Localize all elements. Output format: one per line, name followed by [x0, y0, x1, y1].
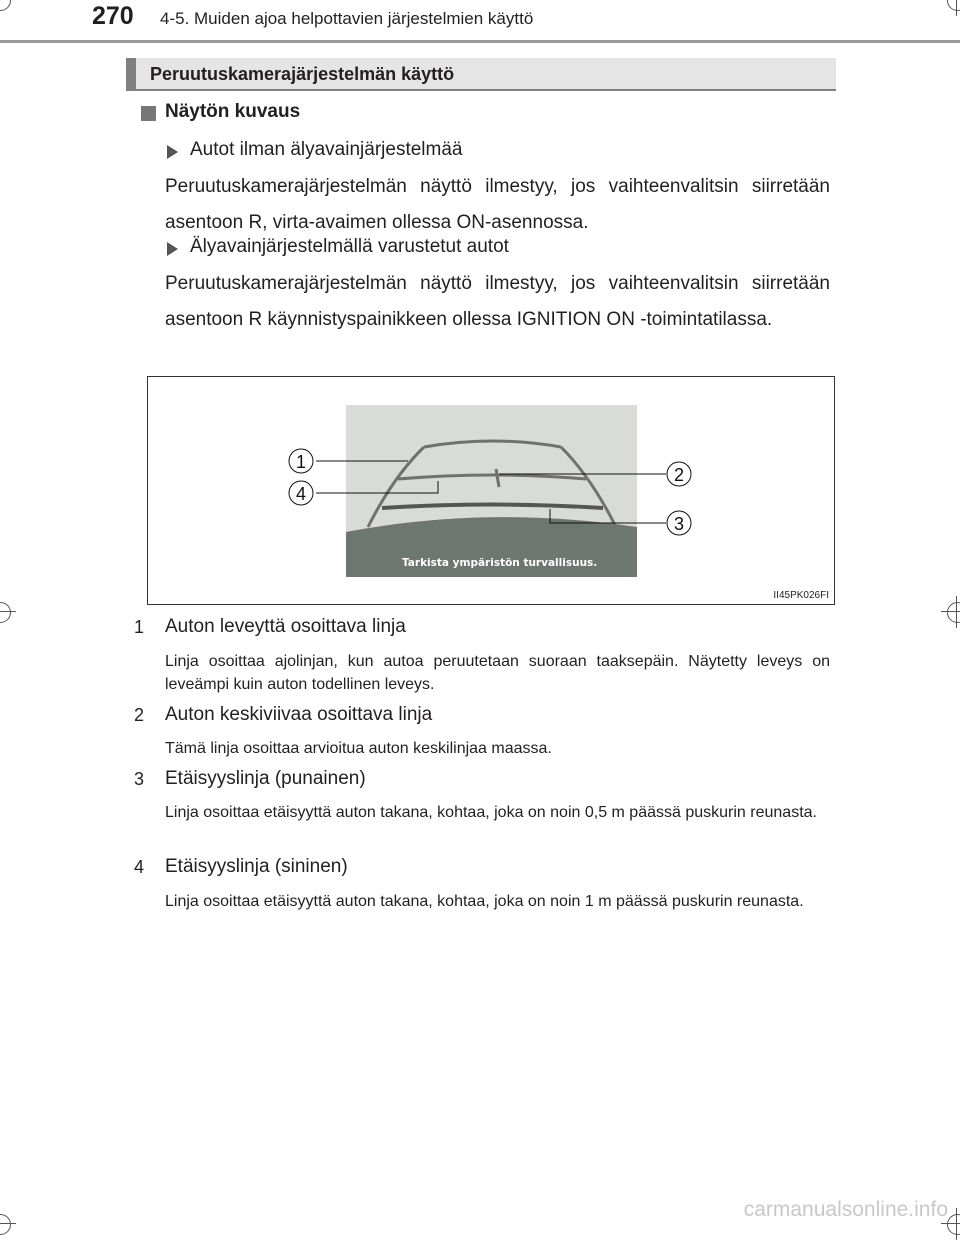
item-description: Linja osoittaa ajolinjan, kun autoa peruutetaan suoraan taaksepäin. Näytetty leveys on leveämpi kuin auton todellinen leveys. [165, 653, 830, 693]
subheading: Näytön kuvaus [165, 101, 301, 122]
paragraph: Peruutuskamerajärjestelmän näyttö ilmestyy, jos vaihteenvalitsin siirretään asentoon R, virta-avaimen ollessa ON-asennossa. [165, 176, 830, 233]
item-title: Etäisyyslinja (punainen) [165, 768, 366, 789]
registration-mark-top-right [941, 0, 960, 16]
item-description: Tämä linja osoittaa arvioitua auton keskilinjaa maassa. [165, 740, 552, 757]
callout-1 [289, 449, 313, 473]
camera-display-illustration [148, 377, 834, 604]
registration-mark-mid-left [0, 596, 16, 628]
item-title: Etäisyyslinja (sininen) [165, 856, 348, 877]
subsection-title: Älyavainjärjestelmällä varustetut autot [190, 236, 509, 257]
callout-4-label: 4 [295, 484, 307, 504]
heading-square-icon [141, 106, 156, 121]
watermark: carmanualsonline.info [743, 1198, 948, 1221]
callout-1-label: 1 [295, 452, 307, 472]
callout-2 [667, 462, 691, 486]
registration-mark-bottom-left [0, 1208, 16, 1240]
item-number: 1 [134, 617, 145, 637]
subsection-title: Autot ilman älyavainjärjestelmää [190, 139, 463, 160]
callout-3 [667, 511, 691, 535]
header-divider [0, 40, 960, 43]
item-title: Auton leveyttä osoittava linja [165, 616, 406, 637]
figure-code: II45PK026FI [773, 590, 829, 601]
paragraph: Peruutuskamerajärjestelmän näyttö ilmestyy, jos vaihteenvalitsin siirretään asentoon R käynnistyspainikkeen ollessa IGNITION ON -toimintatilassa. [165, 273, 830, 330]
item-number: 3 [134, 769, 145, 789]
item-title: Auton keskiviivaa osoittava linja [165, 704, 433, 725]
page-number: 270 [92, 2, 134, 30]
camera-display-figure [147, 376, 835, 605]
item-number: 4 [134, 857, 145, 877]
triangle-bullet-icon [167, 242, 178, 256]
section-title-bar [126, 58, 836, 91]
triangle-bullet-icon [167, 145, 178, 159]
item-description: Linja osoittaa etäisyyttä auton takana, kohtaa, joka on noin 0,5 m päässä puskurin reunasta. [165, 804, 817, 821]
registration-mark-mid-right [941, 596, 960, 628]
registration-mark-top-left [0, 0, 16, 16]
callout-4 [289, 481, 313, 505]
item-description: Linja osoittaa etäisyyttä auton takana, kohtaa, joka on noin 1 m päässä puskurin reunasta. [165, 893, 804, 910]
screen-message: Tarkista ympäristön turvallisuus. [402, 557, 598, 569]
callout-2-label: 2 [673, 465, 685, 485]
chapter-title: 4-5. Muiden ajoa helpottavien järjestelmien käyttö [160, 9, 534, 28]
item-number: 2 [134, 705, 145, 725]
section-title: Peruutuskamerajärjestelmän käyttö [150, 64, 455, 84]
callout-3-label: 3 [673, 514, 685, 534]
